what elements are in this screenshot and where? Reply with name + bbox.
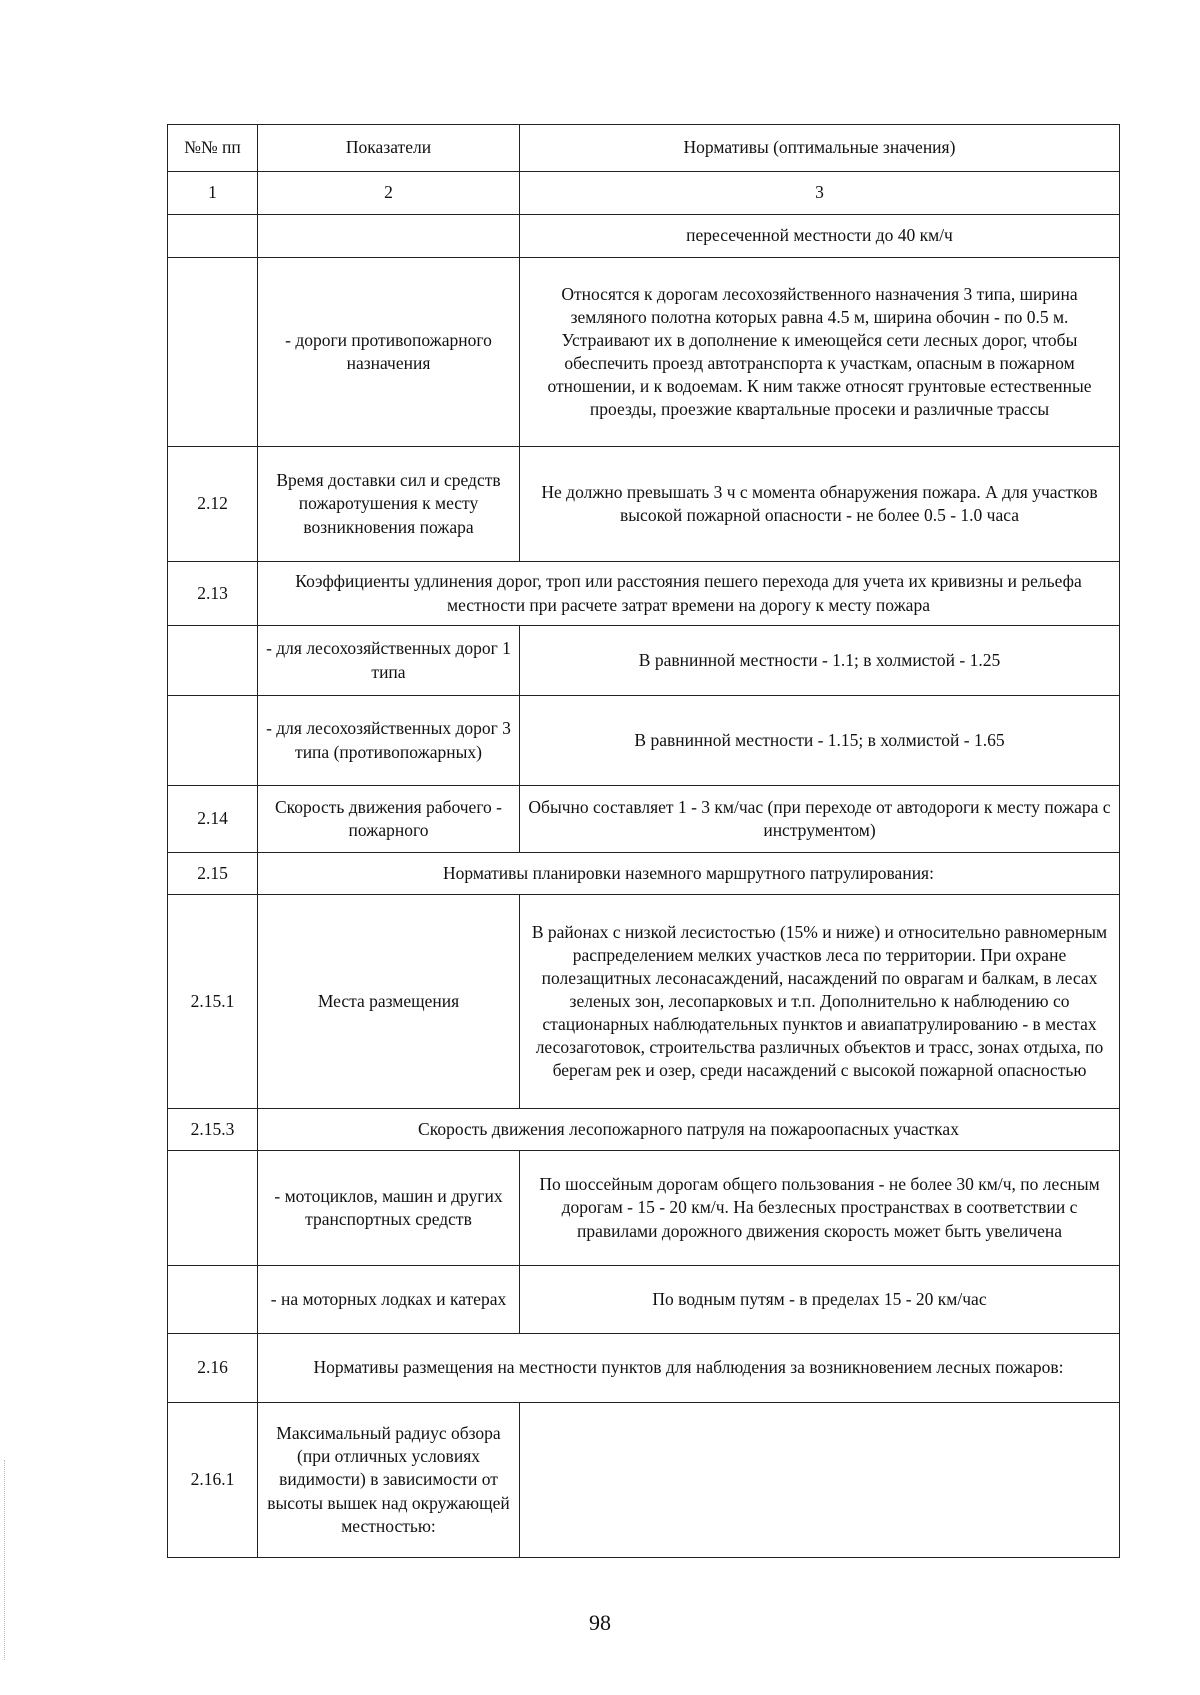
- row-norm: Относятся к дорогам лесохозяйственного назначения 3 типа, ширина земляного полотна которых равна 4.5 м, ширина обочин - по 0.5 м. Устраивают их в дополнение к имеющейся сети лесных дорог, чтобы обеспечить проезд автотранспорта к участкам, опасным в пожарном отношении, и к водоемам. К ним также относят грунтовые естественные проезды, проезжие квартальные просеки и различные трассы: [520, 258, 1120, 447]
- row-number: [168, 1266, 258, 1334]
- row-indicator: - мотоциклов, машин и других транспортных средств: [258, 1151, 520, 1266]
- row-indicator: [258, 215, 520, 258]
- table-row: [168, 786, 1120, 853]
- row-number: 2.13: [168, 562, 258, 626]
- row-norm: В районах с низкой лесистостью (15% и ниже) и относительно равномерным распределением мелких участков леса по территории. При охране полезащитных лесонасаждений, насаждений по оврагам и балкам, в лесах зеленых зон, лесопарковых и т.п. Дополнительно к наблюдению со стационарных наблюдательных пунктов и авиапатрулированию - в местах лесозаготовок, строительства различных объектов и трасс, зонах отдыха, по берегам рек и озер, среди насаждений с высокой пожарной опасностью: [520, 895, 1120, 1109]
- row-number: 2.15.1: [168, 895, 258, 1109]
- row-number: [168, 1151, 258, 1266]
- page-number: 98: [589, 1610, 611, 1635]
- row-merged-text: Скорость движения лесопожарного патруля на пожароопасных участках: [258, 1109, 1120, 1151]
- table-row: [168, 447, 1120, 562]
- row-number: 2.14: [168, 786, 258, 853]
- standards-table: [167, 124, 1120, 1558]
- row-indicator: - для лесохозяйственных дорог 3 типа (противопожарных): [258, 696, 520, 786]
- row-number: 2.15.3: [168, 1109, 258, 1151]
- row-number: 2.16.1: [168, 1403, 258, 1558]
- row-norm: [520, 1403, 1120, 1558]
- row-norm: В равнинной местности - 1.15; в холмистой - 1.65: [520, 696, 1120, 786]
- table-row: [168, 562, 1120, 626]
- row-norm: В равнинной местности - 1.1; в холмистой - 1.25: [520, 626, 1120, 696]
- table-row: [168, 626, 1120, 696]
- row-number: [168, 626, 258, 696]
- row-indicator: Места размещения: [258, 895, 520, 1109]
- table-row: [168, 1151, 1120, 1266]
- table-row: [168, 1109, 1120, 1151]
- row-indicator: - для лесохозяйственных дорог 1 типа: [258, 626, 520, 696]
- row-merged-text: Нормативы планировки наземного маршрутного патрулирования:: [258, 853, 1120, 895]
- header-row: [168, 125, 1120, 172]
- row-number: [168, 215, 258, 258]
- column-numbers-row: [168, 172, 1120, 215]
- row-indicator: Скорость движения рабочего - пожарного: [258, 786, 520, 853]
- table-row: [168, 215, 1120, 258]
- row-merged-text: Нормативы размещения на местности пунктов для наблюдения за возникновением лесных пожаров:: [258, 1334, 1120, 1403]
- table-row: [168, 696, 1120, 786]
- row-indicator: Время доставки сил и средств пожаротушения к месту возникновения пожара: [258, 447, 520, 562]
- row-number: 2.15: [168, 853, 258, 895]
- table-row: [168, 258, 1120, 447]
- column-number: 1: [168, 172, 258, 215]
- row-norm: пересеченной местности до 40 км/ч: [520, 215, 1120, 258]
- row-indicator: Максимальный радиус обзора (при отличных условиях видимости) в зависимости от высоты вышек над окружающей местностью:: [258, 1403, 520, 1558]
- table-row: [168, 895, 1120, 1109]
- table-row: [168, 1334, 1120, 1403]
- table-row: [168, 1266, 1120, 1334]
- row-number: [168, 696, 258, 786]
- table-row: [168, 853, 1120, 895]
- row-norm: Обычно составляет 1 - 3 км/час (при переходе от автодороги к месту пожара с инструментом): [520, 786, 1120, 853]
- header-indicator: Показатели: [258, 125, 520, 172]
- header-num: №№ пп: [168, 125, 258, 172]
- row-number: 2.12: [168, 447, 258, 562]
- row-merged-text: Коэффициенты удлинения дорог, троп или расстояния пешего перехода для учета их кривизны и рельефа местности при расчете затрат времени на дорогу к месту пожара: [258, 562, 1120, 626]
- column-number: 2: [258, 172, 520, 215]
- row-indicator: - дороги противопожарного назначения: [258, 258, 520, 447]
- row-indicator: - на моторных лодках и катерах: [258, 1266, 520, 1334]
- row-number: [168, 258, 258, 447]
- row-norm: По шоссейным дорогам общего пользования - не более 30 км/ч, по лесным дорогам - 15 - 20 км/ч. На безлесных пространствах в соответствии с правилами дорожного движения скорость может быть увеличена: [520, 1151, 1120, 1266]
- table-row: [168, 1403, 1120, 1558]
- row-number: 2.16: [168, 1334, 258, 1403]
- row-norm: Не должно превышать 3 ч с момента обнаружения пожара. А для участков высокой пожарной опасности - не более 0.5 - 1.0 часа: [520, 447, 1120, 562]
- row-norm: По водным путям - в пределах 15 - 20 км/час: [520, 1266, 1120, 1334]
- column-number: 3: [520, 172, 1120, 215]
- header-norm: Нормативы (оптимальные значения): [520, 125, 1120, 172]
